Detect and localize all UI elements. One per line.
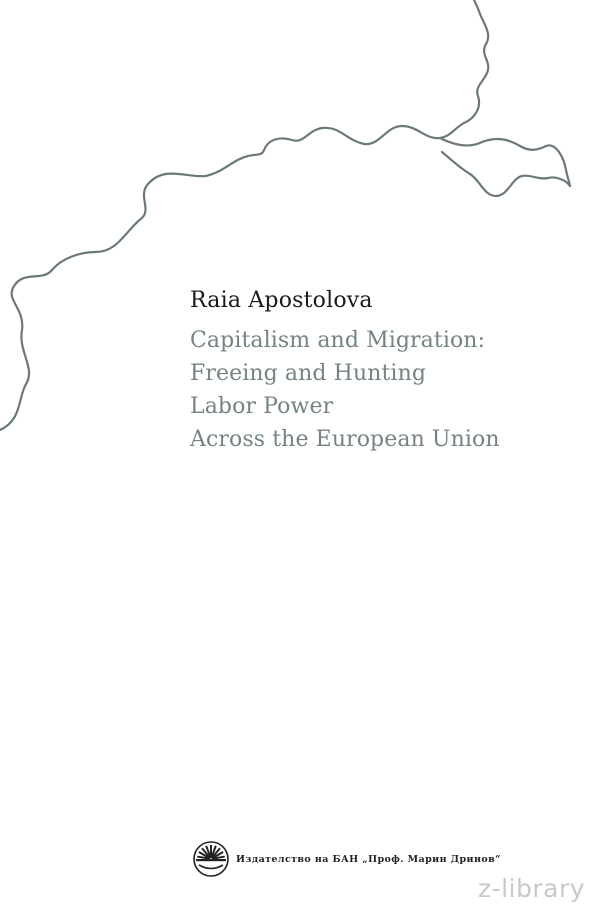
author-name: Raia Apostolova xyxy=(190,288,373,313)
publisher-imprint xyxy=(191,839,501,879)
publisher-name: Издателство на БАН „Проф. Марин Дринов“ xyxy=(236,853,501,865)
title-line-1: Capitalism and Migration: xyxy=(190,328,486,353)
title-line-2: Freeing and Hunting xyxy=(190,361,427,386)
watermark: z-library xyxy=(478,874,586,903)
title-line-4: Across the European Union xyxy=(190,427,500,452)
book-title xyxy=(190,324,500,456)
publisher-sunburst-icon xyxy=(191,839,231,879)
title-line-3: Labor Power xyxy=(190,394,334,419)
